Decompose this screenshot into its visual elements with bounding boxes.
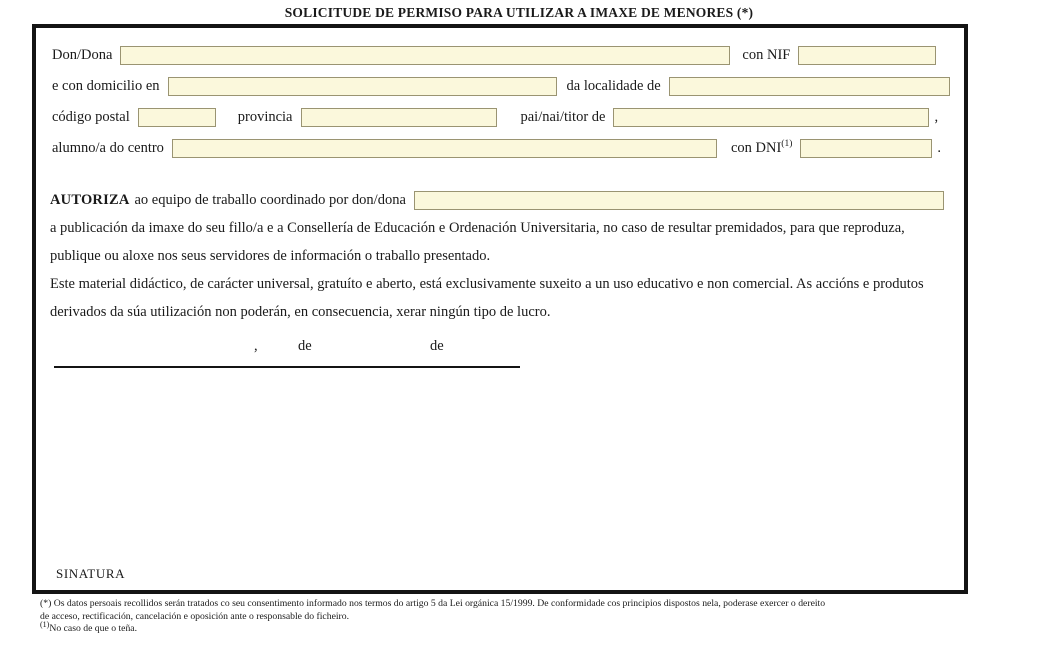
authorization-paragraph-line-4: derivados da súa utilización non poderán, en consecuencia, xerar ningún tipo de lucro. bbox=[50, 304, 551, 320]
footnote-one bbox=[40, 619, 1000, 636]
date-de-year: de bbox=[430, 338, 444, 354]
authorization-lead-text: ao equipo de traballo coordinado por don/dona bbox=[134, 191, 406, 208]
footnote-asterisk-line-2: de acceso, rectificación, cancelación e oposición ante o responsable do ficheiro. bbox=[40, 610, 350, 622]
row-postal-trailing-comma: , bbox=[934, 109, 939, 125]
form-frame bbox=[32, 24, 968, 594]
form-content bbox=[36, 28, 964, 590]
nif-input[interactable] bbox=[798, 46, 936, 65]
label-alumno-centro: alumno/a do centro bbox=[52, 140, 164, 157]
footnotes bbox=[40, 598, 1000, 636]
date-comma: , bbox=[254, 338, 258, 354]
authorization-block bbox=[50, 186, 950, 364]
provincia-input[interactable] bbox=[301, 108, 497, 127]
form-row-student bbox=[50, 133, 950, 164]
form-row-address bbox=[50, 71, 950, 102]
coordinador-input[interactable] bbox=[414, 191, 944, 210]
dni-footnote-marker: (1) bbox=[781, 139, 793, 150]
footnote-one-text: No caso de que o teña. bbox=[49, 623, 138, 635]
label-codigo-postal: código postal bbox=[52, 109, 130, 126]
authorization-keyword: AUTORIZA bbox=[50, 191, 130, 208]
domicilio-input[interactable] bbox=[168, 77, 557, 96]
centro-input[interactable] bbox=[172, 139, 717, 158]
signature-label: SINATURA bbox=[56, 566, 126, 581]
authorization-lead-row bbox=[50, 186, 950, 214]
authorization-paragraph-line-2: publique ou aloxe nos seus servidores de información o traballo presentado. bbox=[50, 248, 491, 264]
page-title: SOLICITUDE DE PERMISO PARA UTILIZAR A IMAXE DE MENORES (*) bbox=[284, 5, 754, 20]
footnote-one-marker: (1) bbox=[40, 619, 50, 629]
form-row-name bbox=[50, 40, 950, 71]
form-row-postal bbox=[50, 102, 950, 133]
authorization-paragraph-line-1: a publicación da imaxe do seu fillo/a e a Consellería de Educación e Ordenación Universitaria, no caso de resultar premidados, para que reproduza, bbox=[50, 220, 905, 236]
signature-rule bbox=[54, 366, 520, 368]
dni-input[interactable] bbox=[800, 139, 932, 158]
label-con-dni-text: con DNI bbox=[730, 140, 782, 157]
label-pai-nai-titor: pai/nai/titor de bbox=[520, 109, 606, 126]
don-dona-input[interactable] bbox=[120, 46, 730, 65]
label-localidade: da localidade de bbox=[566, 78, 661, 95]
label-domicilio: e con domicilio en bbox=[52, 78, 160, 95]
label-provincia: provincia bbox=[237, 109, 293, 126]
label-don-dona: Don/Dona bbox=[52, 47, 113, 64]
date-line bbox=[50, 338, 950, 364]
pai-nai-titor-input[interactable] bbox=[613, 108, 929, 127]
date-de-month: de bbox=[298, 338, 312, 354]
label-con-nif: con NIF bbox=[742, 47, 791, 64]
authorization-paragraph-line-3: Este material didáctico, de carácter universal, gratuíto e aberto, está exclusivamente suxeito a un uso educativo e non comercial. As accións e produtos bbox=[50, 276, 924, 292]
codigo-postal-input[interactable] bbox=[138, 108, 216, 127]
localidade-input[interactable] bbox=[669, 77, 950, 96]
row-student-trailing-period: . bbox=[937, 140, 941, 156]
footnote-asterisk-line-1: (*) Os datos persoais recollidos serán tratados co seu consentimento informado nos termos do artigo 5 da Lei orgánica 15/1999. De conformidade cos principios dispostos nela, poderase exercer o dereito bbox=[40, 598, 826, 609]
label-con-dni bbox=[717, 141, 800, 156]
